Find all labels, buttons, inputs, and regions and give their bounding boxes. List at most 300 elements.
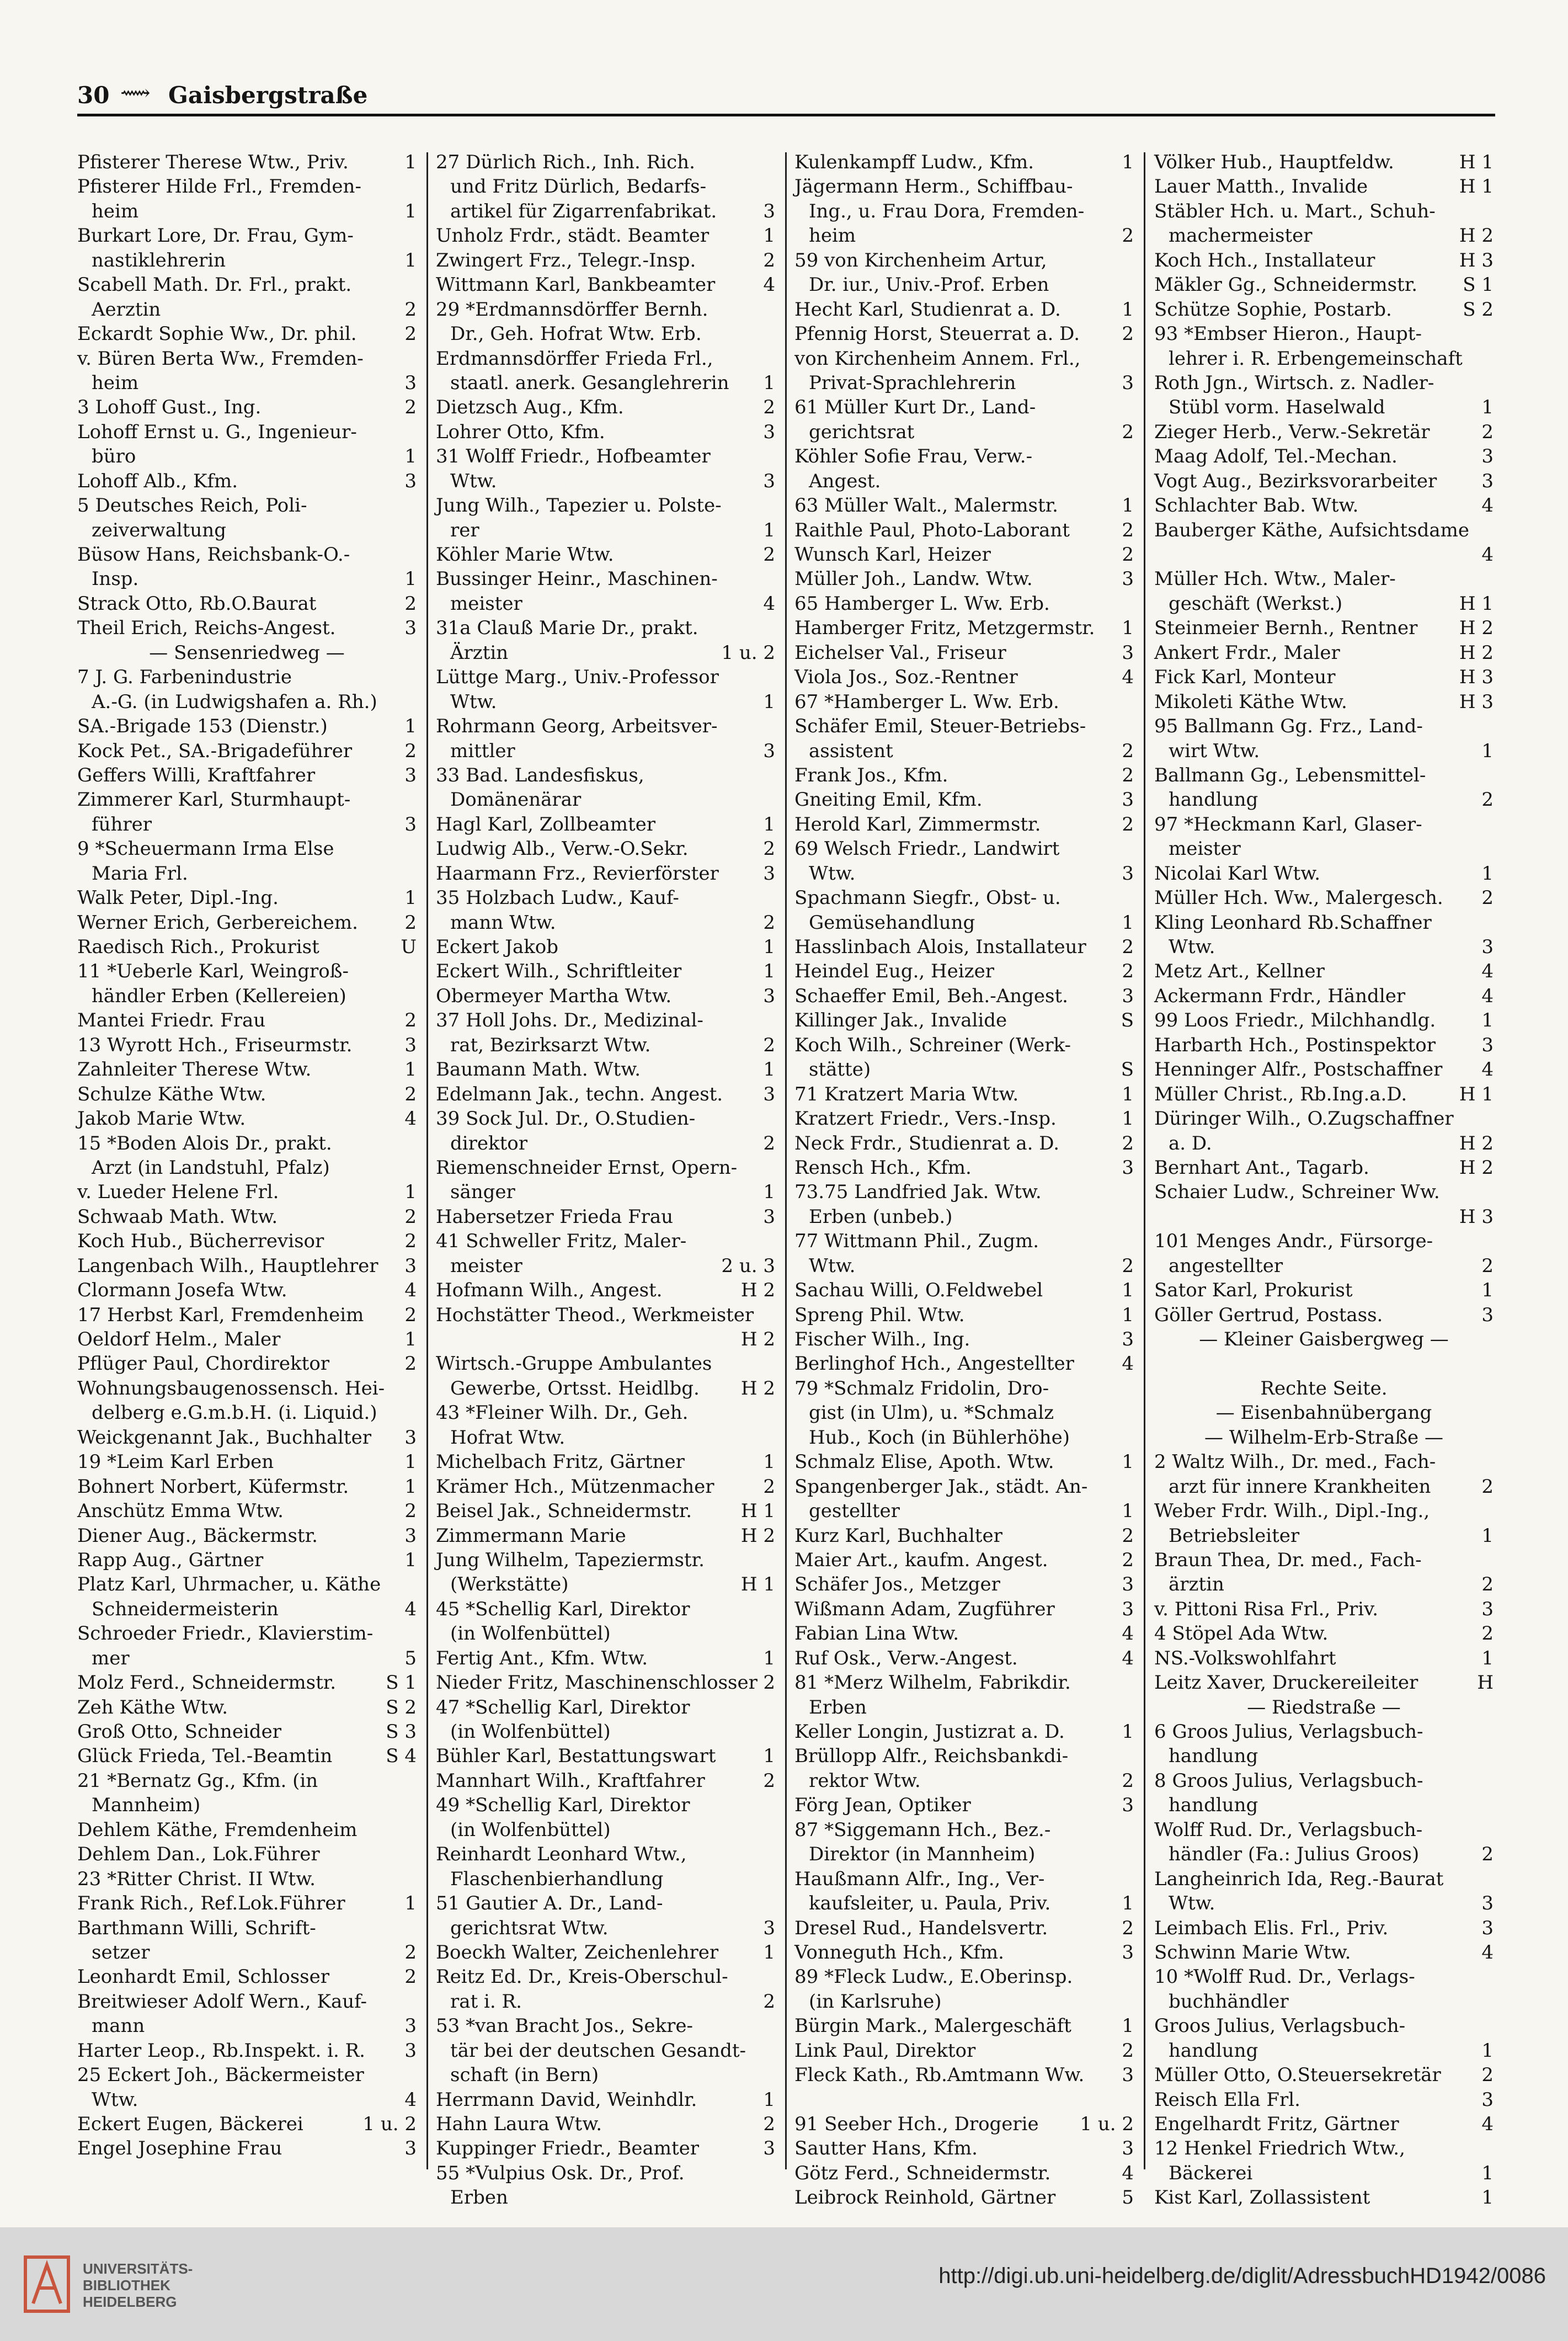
directory-entry-line — [77, 1597, 417, 1621]
directory-entry-line — [794, 297, 1134, 322]
directory-entry-line — [77, 297, 417, 322]
section-heading — [1154, 1401, 1494, 1425]
floor-number: 2 — [1122, 813, 1134, 836]
floor-number: 2 — [763, 544, 775, 566]
floor-number: 3 — [1122, 568, 1134, 590]
directory-entry-line — [794, 1475, 1134, 1499]
entry-text: Schulze Käthe Wtw. — [77, 1083, 266, 1105]
directory-entry-line — [794, 1008, 1134, 1033]
floor-number: 2 — [404, 739, 417, 762]
entry-text: Wohnungsbaugenossensch. Hei- — [77, 1377, 385, 1400]
floor-number: 3 — [404, 2015, 417, 2037]
directory-entry-line — [794, 1548, 1134, 1572]
floor-number: 1 u. 2 — [362, 2113, 417, 2135]
entry-text: Strack Otto, Rb.O.Baurat — [77, 592, 317, 615]
floor-number: 2 u. 3 — [721, 1254, 775, 1277]
entry-text: NS.-Volkswohlfahrt — [1154, 1647, 1336, 1669]
directory-entry-line — [1154, 886, 1494, 910]
directory-entry-line — [794, 518, 1134, 542]
entry-text: Kurz Karl, Buchhalter — [794, 1524, 1002, 1547]
directory-entry-line — [436, 1082, 775, 1106]
directory-entry-line — [436, 2014, 775, 2038]
directory-entry-line — [77, 493, 417, 518]
directory-entry-line — [77, 395, 417, 419]
floor-number: 1 — [1122, 1451, 1134, 1473]
directory-entry-line — [794, 444, 1134, 469]
directory-entry-line — [794, 1156, 1134, 1180]
directory-entry-line — [1154, 1524, 1494, 1548]
entry-text: Gemüsehandlung — [809, 911, 975, 934]
directory-entry-line — [1154, 1940, 1494, 1965]
floor-number: 1 — [404, 445, 417, 468]
entry-text: Groos Julius, Verlagsbuch- — [1154, 2015, 1406, 2037]
floor-number: 2 — [404, 1083, 417, 1105]
entry-text: Groß Otto, Schneider — [77, 1721, 281, 1743]
floor-number: 4 — [763, 592, 775, 615]
entry-text: Zwingert Frz., Telegr.-Insp. — [436, 249, 696, 272]
entry-text: Fertig Ant., Kfm. Wtw. — [436, 1647, 648, 1669]
entry-text: (in Wolfenbüttel) — [450, 1818, 611, 1841]
directory-entry-line — [436, 1965, 775, 1989]
directory-entry-line — [1154, 371, 1494, 395]
floor-number: S 4 — [386, 1745, 417, 1768]
directory-entry-line — [436, 1352, 775, 1376]
entry-text: Wtw. — [450, 690, 497, 713]
entry-text: Angest. — [809, 470, 881, 492]
entry-text: händler Erben (Kellereien) — [92, 985, 346, 1007]
entry-text: 4 Stöpel Ada Wtw. — [1154, 1622, 1329, 1645]
library-name-line-1: UNIVERSITÄTS- — [83, 2260, 193, 2277]
floor-number: 3 — [404, 764, 417, 786]
entry-text: 81 *Merz Wilhelm, Fabrikdir. — [794, 1672, 1071, 1694]
floor-number: 1 — [404, 1892, 417, 1915]
directory-entry-line — [794, 371, 1134, 395]
floor-number: H 2 — [740, 1279, 775, 1302]
directory-entry-line — [77, 1352, 417, 1376]
directory-entry-line — [1154, 1229, 1494, 1253]
directory-entry-line — [436, 1229, 775, 1253]
directory-entry-line — [77, 420, 417, 444]
directory-entry-line — [77, 2088, 417, 2112]
directory-entry-line — [77, 1744, 417, 1768]
entry-text: Gneiting Emil, Kfm. — [794, 789, 983, 811]
floor-number: 4 — [404, 1598, 417, 1620]
column-divider — [426, 152, 428, 2169]
entry-text: Leimbach Elis. Frl., Priv. — [1154, 1917, 1389, 1939]
directory-entry-line — [77, 1401, 417, 1425]
entry-text: (in Karlsruhe) — [809, 1990, 942, 2013]
directory-entry-line — [77, 665, 417, 689]
entry-text: 59 von Kirchenheim Artur, — [794, 249, 1047, 272]
directory-entry-line — [77, 812, 417, 837]
floor-number: 3 — [763, 2137, 775, 2160]
entry-text: Mannhart Wilh., Kraftfahrer — [436, 1769, 705, 1792]
entry-text: Vonneguth Hch., Kfm. — [794, 1941, 1004, 1964]
directory-entry-line — [1154, 1793, 1494, 1817]
directory-entry-line — [1154, 1156, 1494, 1180]
entry-text: Hofrat Wtw. — [450, 1426, 566, 1449]
floor-number: 3 — [1122, 2064, 1134, 2087]
directory-entry-line — [77, 1033, 417, 1057]
directory-entry-line — [794, 739, 1134, 763]
directory-entry-line — [794, 395, 1134, 419]
directory-entry-line — [1154, 1744, 1494, 1768]
directory-entry-line — [1154, 1720, 1494, 1744]
entry-text: kaufsleiter, u. Paula, Priv. — [809, 1892, 1051, 1915]
entry-text: Stübl vorm. Haselwald — [1169, 396, 1385, 419]
directory-entry-line — [436, 911, 775, 935]
floor-number: 1 — [763, 813, 775, 836]
entry-text: Eckert Wilh., Schriftleiter — [436, 960, 682, 983]
floor-number: 1 — [1122, 2015, 1134, 2037]
directory-entry-line — [436, 641, 775, 665]
entry-text: Fischer Wilh., Ing. — [794, 1328, 970, 1350]
entry-text: Schäfer Emil, Steuer-Betriebs- — [794, 715, 1086, 738]
entry-text: 101 Menges Andr., Fürsorge- — [1154, 1230, 1433, 1253]
entry-text: 35 Holzbach Ludw., Kauf- — [436, 887, 679, 909]
floor-number: 2 — [1122, 1769, 1134, 1792]
entry-text: nastiklehrerin — [92, 249, 226, 272]
entry-text: 2 Waltz Wilh., Dr. med., Fach- — [1154, 1451, 1436, 1473]
entry-text: Schmalz Elise, Apoth. Wtw. — [794, 1451, 1054, 1473]
entry-text: Dehlem Dan., Lok.Führer — [77, 1843, 320, 1866]
directory-column-3 — [794, 150, 1134, 2209]
entry-text: 77 Wittmann Phil., Zugm. — [794, 1230, 1039, 1253]
floor-number: 4 — [1122, 1353, 1134, 1375]
floor-number: 1 — [1481, 2162, 1494, 2184]
entry-text: führer — [92, 813, 152, 836]
directory-entry-line — [77, 1670, 417, 1695]
entry-text: Eckardt Sophie Ww., Dr. phil. — [77, 323, 357, 345]
entry-text: Hecht Karl, Studienrat a. D. — [794, 298, 1061, 321]
entry-text: handlung — [1169, 1745, 1258, 1768]
section-heading — [1154, 1327, 1494, 1352]
directory-entry-line — [77, 1156, 417, 1180]
floor-number: H 3 — [1459, 666, 1494, 689]
entry-text: machermeister — [1169, 225, 1313, 247]
directory-entry-line — [77, 248, 417, 273]
directory-entry-line — [1154, 2063, 1494, 2087]
directory-entry-line — [436, 1572, 775, 1597]
directory-entry-line — [794, 1916, 1134, 1940]
directory-entry-line — [794, 1940, 1134, 1965]
floor-number: 3 — [763, 739, 775, 762]
floor-number: 2 — [763, 838, 775, 860]
entry-text: 53 *van Bracht Jos., Sekre- — [436, 2015, 694, 2037]
directory-entry-line — [794, 322, 1134, 346]
directory-entry-line — [1154, 150, 1494, 174]
directory-entry-line — [1154, 1842, 1494, 1866]
directory-entry-line — [794, 1720, 1134, 1744]
entry-text: Schäfer Jos., Metzger — [794, 1573, 1000, 1596]
entry-text: 3 Lohoff Gust., Ing. — [77, 396, 262, 419]
directory-entry-line — [1154, 2039, 1494, 2063]
entry-text: Sachau Willi, O.Feldwebel — [794, 1279, 1043, 1302]
floor-number: 2 — [404, 1009, 417, 1032]
floor-number: 2 — [404, 1353, 417, 1375]
entry-text: Spachmann Siegfr., Obst- u. — [794, 887, 1061, 909]
entry-text: arzt für innere Krankheiten — [1169, 1475, 1431, 1498]
entry-text: und Fritz Dürlich, Bedarfs- — [450, 175, 707, 198]
floor-number: 1 — [1122, 911, 1134, 934]
directory-entry-line — [77, 1008, 417, 1033]
directory-entry-line — [794, 2088, 1134, 2112]
directory-entry-line — [1154, 2112, 1494, 2136]
entry-text: direktor — [450, 1132, 528, 1154]
entry-text: Kock Pet., SA.-Brigadeführer — [77, 739, 353, 762]
entry-text: rat i. R. — [450, 1990, 522, 2013]
directory-entry-line — [794, 763, 1134, 788]
entry-text: mer — [92, 1647, 130, 1669]
entry-text: handlung — [1169, 1794, 1258, 1817]
entry-text: Schaeffer Emil, Beh.-Angest. — [794, 985, 1068, 1007]
floor-number: 2 — [1481, 421, 1494, 443]
floor-number: 3 — [1481, 1303, 1494, 1326]
entry-text: Flaschenbierhandlung — [450, 1868, 664, 1890]
directory-entry-line — [1154, 1008, 1494, 1033]
directory-entry-line — [436, 837, 775, 861]
directory-entry-line — [1154, 763, 1494, 788]
entry-text: Braun Thea, Dr. med., Fach- — [1154, 1549, 1422, 1571]
directory-entry-line — [794, 2185, 1134, 2210]
entry-text: Wirtsch.-Gruppe Ambulantes — [436, 1353, 712, 1375]
directory-entry-line — [1154, 935, 1494, 959]
ornament-icon: ⟿ — [120, 81, 151, 105]
directory-entry-line — [1154, 444, 1494, 469]
directory-entry-line — [77, 1818, 417, 1842]
entry-text: Werner Erich, Gerbereichem. — [77, 911, 358, 934]
entry-text: Wtw. — [450, 470, 497, 492]
entry-text: Barthmann Willi, Schrift- — [77, 1917, 316, 1939]
directory-entry-line — [794, 788, 1134, 812]
floor-number: 2 — [763, 1475, 775, 1498]
entry-text: Haußmann Alfr., Ing., Ver- — [794, 1868, 1045, 1890]
directory-entry-line — [1154, 1621, 1494, 1646]
directory-entry-line — [77, 1524, 417, 1548]
directory-entry-line — [77, 2039, 417, 2063]
floor-number: 4 — [1481, 544, 1494, 566]
directory-entry-line — [77, 1131, 417, 1156]
entry-text: Engelhardt Fritz, Gärtner — [1154, 2113, 1399, 2135]
directory-entry-line — [794, 935, 1134, 959]
entry-text: Bernhart Ant., Tagarb. — [1154, 1156, 1369, 1179]
entry-text: Erdmannsdörffer Frieda Frl., — [436, 347, 713, 370]
directory-column-2 — [436, 150, 775, 2209]
directory-entry-line — [77, 1205, 417, 1229]
directory-entry-line — [1154, 788, 1494, 812]
directory-entry-line — [436, 1818, 775, 1842]
entry-text: SA.-Brigade 153 (Dienstr.) — [77, 715, 328, 738]
floor-number: 1 — [404, 715, 417, 738]
directory-entry-line — [436, 1548, 775, 1572]
floor-number: 2 — [1481, 1254, 1494, 1277]
directory-entry-line — [794, 1989, 1134, 2014]
directory-entry-line — [77, 1180, 417, 1204]
directory-entry-line — [794, 1793, 1134, 1817]
entry-text: Unholz Frdr., städt. Beamter — [436, 225, 710, 247]
entry-text: Anschütz Emma Wtw. — [77, 1500, 284, 1523]
entry-text: Zimmermann Marie — [436, 1524, 626, 1547]
entry-text: Kratzert Friedr., Vers.-Insp. — [794, 1108, 1057, 1130]
directory-column-4 — [1154, 150, 1494, 2209]
directory-entry-line — [794, 1352, 1134, 1376]
entry-text: 97 *Heckmann Karl, Glaser- — [1154, 813, 1422, 836]
directory-entry-line — [77, 1720, 417, 1744]
directory-entry-line — [794, 150, 1134, 174]
library-footer — [0, 2227, 1568, 2341]
entry-text: Wtw. — [809, 862, 856, 885]
entry-text: Müller Otto, O.Steuersekretär — [1154, 2064, 1441, 2087]
directory-entry-line — [794, 1646, 1134, 1670]
floor-number: 3 — [763, 421, 775, 443]
directory-entry-line — [77, 1940, 417, 1965]
directory-entry-line — [794, 1033, 1134, 1057]
directory-entry-line — [77, 935, 417, 959]
directory-entry-line — [436, 542, 775, 567]
running-title: Gaisbergstraße — [168, 82, 368, 109]
floor-number: 2 — [404, 1303, 417, 1326]
entry-text: Roth Jgn., Wirtsch. z. Nadler- — [1154, 371, 1434, 394]
entry-text: — Eisenbahnübergang — [1215, 1402, 1432, 1424]
directory-entry-line — [77, 739, 417, 763]
directory-entry-line — [436, 959, 775, 983]
entry-text: Reisch Ella Frl. — [1154, 2088, 1300, 2111]
directory-entry-line — [794, 1425, 1134, 1450]
entry-text: Reinhardt Leonhard Wtw., — [436, 1843, 687, 1866]
floor-number: 1 — [1122, 1500, 1134, 1523]
entry-text: 33 Bad. Landesfiskus, — [436, 764, 644, 786]
directory-entry-line — [77, 1793, 417, 1817]
floor-number: 2 — [404, 1500, 417, 1523]
entry-text: Ballmann Gg., Lebensmittel- — [1154, 764, 1426, 786]
directory-entry-line — [77, 542, 417, 567]
floor-number: 3 — [404, 1524, 417, 1547]
entry-text: stätte) — [809, 1058, 871, 1081]
floor-number: 1 — [404, 887, 417, 909]
source-url-link[interactable]: http://digi.ub.uni-heidelberg.de/diglit/AdressbuchHD1942/0086 — [938, 2264, 1546, 2288]
floor-number: 3 — [763, 1083, 775, 1105]
entry-text: Clormann Josefa Wtw. — [77, 1279, 287, 1302]
entry-text: mittler — [450, 739, 515, 762]
entry-text: Hofmann Wilh., Angest. — [436, 1279, 663, 1302]
directory-entry-line — [436, 592, 775, 616]
entry-text: Stäbler Hch. u. Mart., Schuh- — [1154, 200, 1436, 222]
floor-number: 3 — [404, 1426, 417, 1449]
directory-entry-line — [794, 1524, 1134, 1548]
entry-text: Göller Gertrud, Postass. — [1154, 1303, 1383, 1326]
floor-number: 1 — [1481, 1647, 1494, 1669]
entry-text: Spangenberger Jak., städt. An- — [794, 1475, 1088, 1498]
directory-entry-line — [794, 567, 1134, 591]
directory-entry-line — [794, 1205, 1134, 1229]
directory-entry-line — [77, 616, 417, 640]
entry-text: tär bei der deutschen Gesandt- — [450, 2039, 746, 2062]
directory-entry-line — [794, 1180, 1134, 1204]
entry-text: 17 Herbst Karl, Fremdenheim — [77, 1303, 364, 1326]
entry-text: Müller Hch. Ww., Malergesch. — [1154, 887, 1443, 909]
directory-entry-line — [436, 1278, 775, 1302]
directory-entry-line — [77, 150, 417, 174]
library-name — [83, 2260, 193, 2310]
directory-entry-line — [436, 2112, 775, 2136]
floor-number: 4 — [1122, 1622, 1134, 1645]
entry-text: Hamberger Fritz, Metzgermstr. — [794, 617, 1095, 640]
floor-number: 2 — [404, 1966, 417, 1988]
floor-number: S — [1121, 1009, 1134, 1032]
entry-text: Köhler Sofie Frau, Verw.- — [794, 445, 1033, 468]
entry-text: 99 Loos Friedr., Milchhandlg. — [1154, 1009, 1436, 1032]
floor-number: 3 — [1481, 1598, 1494, 1620]
floor-number: 2 — [1481, 789, 1494, 811]
directory-entry-line — [1154, 911, 1494, 935]
entry-text: Harbarth Hch., Postinspektor — [1154, 1034, 1436, 1056]
entry-text: 95 Ballmann Gg. Frz., Land- — [1154, 715, 1423, 738]
entry-text: 43 *Fleiner Wilh. Dr., Geh. — [436, 1402, 689, 1424]
directory-entry-line — [794, 1401, 1134, 1425]
floor-number: 4 — [1481, 1941, 1494, 1964]
directory-entry-line — [436, 150, 775, 174]
floor-number: 2 — [1122, 936, 1134, 958]
directory-entry-line — [436, 493, 775, 518]
entry-text: wirt Wtw. — [1169, 739, 1260, 762]
directory-entry-line — [794, 1499, 1134, 1523]
directory-entry-line — [794, 2063, 1134, 2087]
floor-number: 3 — [1122, 862, 1134, 885]
entry-text: Wtw. — [1169, 936, 1215, 958]
directory-entry-line — [77, 861, 417, 886]
entry-text: Habersetzer Frieda Frau — [436, 1205, 674, 1228]
floor-number: 2 — [404, 1941, 417, 1964]
directory-entry-line — [794, 1867, 1134, 1891]
entry-text: meister — [450, 1254, 522, 1277]
directory-entry-line — [1154, 347, 1494, 371]
floor-number: 1 — [1481, 2186, 1494, 2209]
directory-entry-line — [436, 1867, 775, 1891]
floor-number: 2 — [404, 1205, 417, 1228]
floor-number: 1 — [1481, 396, 1494, 419]
entry-text: heim — [809, 225, 856, 247]
directory-entry-line — [436, 1450, 775, 1474]
entry-text: büro — [92, 445, 136, 468]
directory-entry-line — [77, 199, 417, 224]
floor-number: 5 — [1122, 2186, 1134, 2209]
floor-number: 1 — [763, 225, 775, 247]
entry-text: Frank Rich., Ref.Lok.Führer — [77, 1892, 345, 1915]
directory-entry-line — [1154, 1450, 1494, 1474]
floor-number: 4 — [404, 1279, 417, 1302]
directory-entry-line — [1154, 420, 1494, 444]
floor-number: 1 — [763, 960, 775, 983]
directory-entry-line — [794, 837, 1134, 861]
directory-entry-line — [1154, 690, 1494, 714]
directory-entry-line — [1154, 1254, 1494, 1278]
directory-entry-line — [436, 1156, 775, 1180]
entry-text: Förg Jean, Optiker — [794, 1794, 971, 1817]
entry-text: Zimmerer Karl, Sturmhaupt- — [77, 789, 351, 811]
directory-entry-line — [436, 420, 775, 444]
entry-text: Leonhardt Emil, Schlosser — [77, 1966, 329, 1988]
floor-number: 1 — [1481, 1279, 1494, 1302]
directory-entry-line — [436, 518, 775, 542]
entry-text: assistent — [809, 739, 893, 762]
floor-number: 3 — [1122, 985, 1134, 1007]
entry-text: Jung Wilh., Tapezier u. Polste- — [436, 494, 722, 517]
entry-text: 23 *Ritter Christ. II Wtw. — [77, 1868, 316, 1890]
entry-text: Kling Leonhard Rb.Schaffner — [1154, 911, 1432, 934]
entry-text: rektor Wtw. — [809, 1769, 921, 1792]
floor-number: 1 — [1481, 1009, 1494, 1032]
floor-number: 3 — [1122, 1598, 1134, 1620]
